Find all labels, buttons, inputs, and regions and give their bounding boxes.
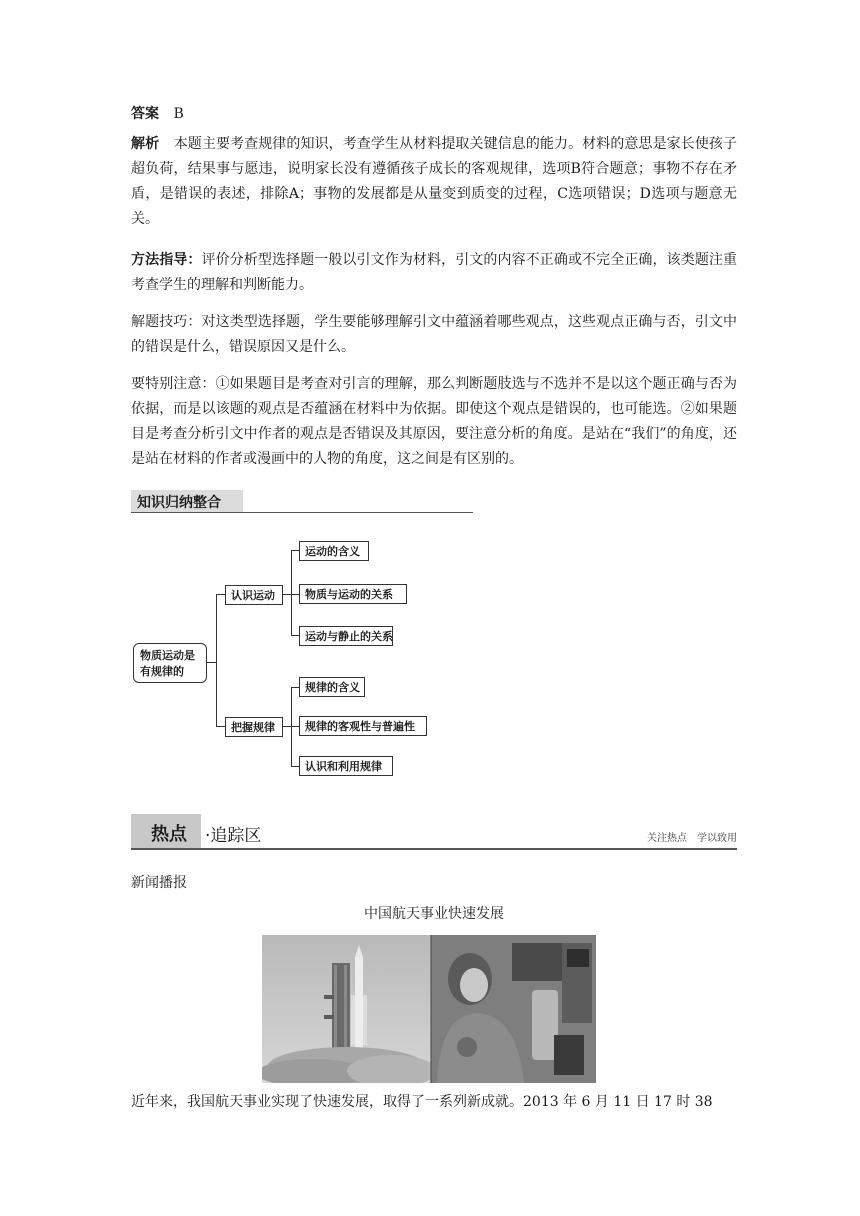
news-photos: [262, 935, 596, 1083]
news-label: 新闻播报: [131, 875, 187, 891]
answer-label: 答案: [131, 106, 159, 122]
diagram-leaf-use-laws: 认识和利用规律: [299, 756, 393, 776]
astronaut-photo: [431, 935, 596, 1083]
rocket-launch-photo: [262, 935, 437, 1083]
diagram-branch-understand-motion: 认识运动: [225, 585, 283, 605]
analysis-text: 本题主要考查规律的知识，考查学生从材料提取关键信息的能力。材料的意思是家长使孩子超负荷，结果事与愿违，说明家长没有遵循孩子成长的客观规律，选项B符合题意；事物不存在矛盾，是错误的表述，排除A；事物的发展都是从量变到质变的过程，C选项错误；D选项与题意无关。: [131, 136, 738, 227]
method-paragraph: [131, 248, 737, 298]
tips-paragraph: 解题技巧：对这类型选择题，学生要能够理解引文中蕴涵着哪些观点，这些观点正确与否，引文中的错误是什么，错误原因又是什么。: [131, 314, 737, 355]
news-body: 近年来，我国航天事业实现了快速发展，取得了一系列新成就。2013 年 6 月 11 日 17 时 38: [131, 1094, 713, 1110]
diagram-leaf-motion-rest-relation: 运动与静止的关系: [299, 626, 393, 646]
diagram-branch-grasp-laws: 把握规律: [225, 717, 283, 737]
analysis-paragraph: [131, 132, 737, 232]
knowledge-section-header: [131, 490, 473, 515]
hot-section-header: [131, 814, 737, 850]
answer-line: [131, 102, 737, 127]
method-label: 方法指导：: [131, 252, 202, 268]
diagram-leaf-motion-meaning: 运动的含义: [299, 541, 369, 561]
hot-section-title-bold: 热点: [151, 824, 187, 845]
hot-section-title-rest: ·追踪区: [205, 826, 262, 846]
answer-value: B: [173, 106, 184, 122]
diagram-leaf-law-meaning: 规律的含义: [299, 677, 365, 697]
diagram-root: 物质运动是有规律的: [133, 643, 207, 683]
diagram-leaf-law-objectivity: 规律的客观性与普遍性: [299, 716, 427, 736]
analysis-label: 解析: [131, 136, 160, 152]
attention-paragraph: 要特别注意：①如果题目是考查对引言的理解，那么判断题肢选与不选并不是以这个题正确与否为依据，而是以该题的观点是否蕴涵在材料中为依据。即使这个观点是错误的，也可能选。②如果题目是考查分析引文中作者的观点是否错误及其原因，要注意分析的角度。是站在“我们”的角度，还是站在材料的作者或漫画中的人物的角度，这之间是有区别的。: [131, 376, 737, 467]
method-text: 评价分析型选择题一般以引文作为材料，引文的内容不正确或不完全正确，该类题注重考查学生的理解和判断能力。: [131, 252, 738, 293]
news-title: 中国航天事业快速发展: [364, 906, 504, 922]
knowledge-section-title: 知识归纳整合: [137, 495, 221, 511]
hot-section-slogan: 关注热点 学以致用: [647, 833, 737, 844]
diagram-leaf-matter-motion-relation: 物质与运动的关系: [299, 584, 407, 604]
